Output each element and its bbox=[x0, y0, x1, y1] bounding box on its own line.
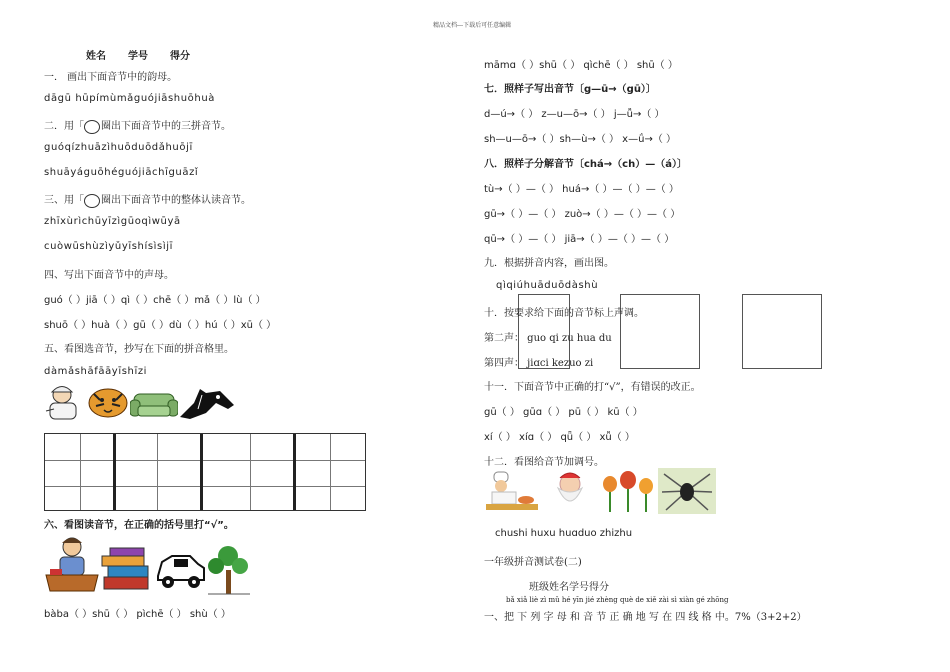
section-7-title: 七．照样子写出音节〔g—ū→（gū）〕 bbox=[484, 84, 656, 95]
section-5-title: 五、看图选音节，抄写在下面的拼音格里。 bbox=[44, 344, 234, 355]
section-3-title-start: 三、用「 bbox=[44, 195, 84, 206]
section-5-pinyin: dàmǎshāfāāyīshīzi bbox=[44, 366, 148, 377]
grid-divider bbox=[200, 434, 203, 510]
sofa-image bbox=[130, 388, 178, 420]
header-note: 精品文档---下载后可任意编辑 bbox=[433, 22, 512, 29]
section-8-line-2: gū→（ ）—（ ） zuò→（ ）—（ ）—（ ） bbox=[484, 209, 681, 220]
chef-image bbox=[484, 470, 540, 512]
section-6-title: 六、看图读音节，在正确的括号里打“√”。 bbox=[44, 520, 234, 531]
section-9-pinyin: qìqiúhuāduōdàshù bbox=[496, 280, 599, 291]
section-8-line-1: tù→（ ）—（ ） huá→（ ）—（ ）—（ ） bbox=[484, 184, 679, 195]
grid-line bbox=[45, 460, 365, 461]
section-3-pinyin-2: cuòwūshùzìyǔyīshísìsìjī bbox=[44, 241, 173, 252]
section-1-pinyin: dāgū hūpímùmǎguójiāshuōhuà bbox=[44, 93, 215, 104]
section-12-pinyin: chushi huxu huɑduo zhizhu bbox=[495, 528, 633, 539]
section-10-title: 十．按要求给下面的音节标上声调。 bbox=[484, 308, 644, 319]
grid-line bbox=[157, 434, 158, 510]
section-2-title bbox=[44, 117, 231, 134]
circle-icon bbox=[84, 120, 100, 134]
section-10-line-2: 第四声： jiɑci kezuo zi bbox=[484, 358, 594, 369]
section-3-title bbox=[44, 191, 251, 208]
car-image bbox=[154, 550, 206, 590]
section-3-title-end: 圈出下面音节中的整体认读音节。 bbox=[101, 195, 251, 206]
section-1-title: 一． 画出下面音节中的韵母。 bbox=[44, 72, 178, 83]
books-image bbox=[100, 547, 152, 593]
paper-2-title: 一年级拼音测试卷(二) bbox=[484, 557, 582, 568]
section-4-line-2: shuō（ ）huà（ ）gū（ ）dù（ ）hú（ ）xū（ ） bbox=[44, 320, 277, 331]
drawing-box-3[interactable] bbox=[742, 294, 822, 369]
doctor-image bbox=[44, 383, 84, 423]
student-id-label: 学号 bbox=[128, 51, 148, 62]
grid-line bbox=[330, 434, 331, 510]
section-2-pinyin-1: guóqízhuāzìhuōduōdǎhuōjī bbox=[44, 142, 193, 153]
section-12-title: 十二．看图给音节加调号。 bbox=[484, 457, 604, 468]
section-4-title: 四、写出下面音节中的声母。 bbox=[44, 270, 174, 281]
dad-phone-image bbox=[44, 535, 100, 593]
section-7-line-2: sh—u—ō→（ ）sh—ù→（ ） x—ǘ→（ ） bbox=[484, 134, 676, 145]
score-label: 得分 bbox=[170, 51, 190, 62]
spider-image bbox=[658, 468, 716, 514]
tiger-image bbox=[86, 386, 130, 420]
section-6-answer-line: bàba（ ）shū（ ） pìchē（ ） shù（ ） bbox=[44, 609, 231, 620]
paper-2-question-pinyin: bǎ xiǎ liè zì mǔ hé yīn jié zhèng què de xiě zài sì xiàn gé zhōng bbox=[506, 596, 729, 604]
grid-line bbox=[45, 486, 365, 487]
name-label: 姓名 bbox=[86, 51, 106, 62]
continued-answer-line: māmɑ（ ）shū（ ） qìchē（ ） shū（ ） bbox=[484, 60, 678, 71]
grid-line bbox=[250, 434, 251, 510]
section-7-line-1: d—ú→（ ） z—u—ō→（ ） j—ǚ→（ ） bbox=[484, 109, 665, 120]
section-4-line-1: guó（ ）jiā（ ）qì（ ）chē（ ）mǎ（ ）lù（ ） bbox=[44, 295, 266, 306]
section-9-title: 九．根据拼音内容，画出图。 bbox=[484, 258, 614, 269]
horse-image bbox=[176, 383, 238, 421]
paper-2-info-line: 班级姓名学号得分 bbox=[529, 582, 609, 593]
grid-divider bbox=[293, 434, 296, 510]
section-3-pinyin-1: zhīxùrìchūyīzìgūoqìwūyā bbox=[44, 216, 181, 227]
section-8-line-3: qū→（ ）—（ ） jiā→（ ）—（ ）—（ ） bbox=[484, 234, 675, 245]
section-2-title-end: 圈出下面音节中的三拼音节。 bbox=[101, 121, 231, 132]
flowers-image bbox=[598, 468, 658, 514]
grid-divider bbox=[113, 434, 116, 510]
section-8-title: 八．照样子分解音节〔chá→（ch）—（á）〕 bbox=[484, 159, 687, 170]
grandpa-image bbox=[552, 470, 588, 512]
section-11-line-1: gū（ ） gūɑ（ ） pū（ ） kū（ ） bbox=[484, 407, 643, 418]
section-2-pinyin-2: shuāyáguōhéguójiāchīguāzǐ bbox=[44, 167, 199, 178]
grid-line bbox=[80, 434, 81, 510]
section-10-line-1: 第二声： guo qi zu hua du bbox=[484, 333, 612, 344]
tree-image bbox=[206, 544, 252, 596]
section-11-line-2: xí（ ） xíɑ（ ） qǖ（ ） xǚ（ ） bbox=[484, 432, 635, 443]
paper-2-question-1: 一、把 下 列 字 母 和 音 节 正 确 地 写 在 四 线 格 中。7%（3+2+2） bbox=[484, 612, 807, 623]
circle-icon bbox=[84, 194, 100, 208]
section-2-title-start: 二．用「 bbox=[44, 121, 84, 132]
section-11-title: 十一．下面音节中正确的打“√”，有错误的改正。 bbox=[484, 382, 701, 393]
pinyin-writing-grid[interactable] bbox=[44, 433, 366, 511]
